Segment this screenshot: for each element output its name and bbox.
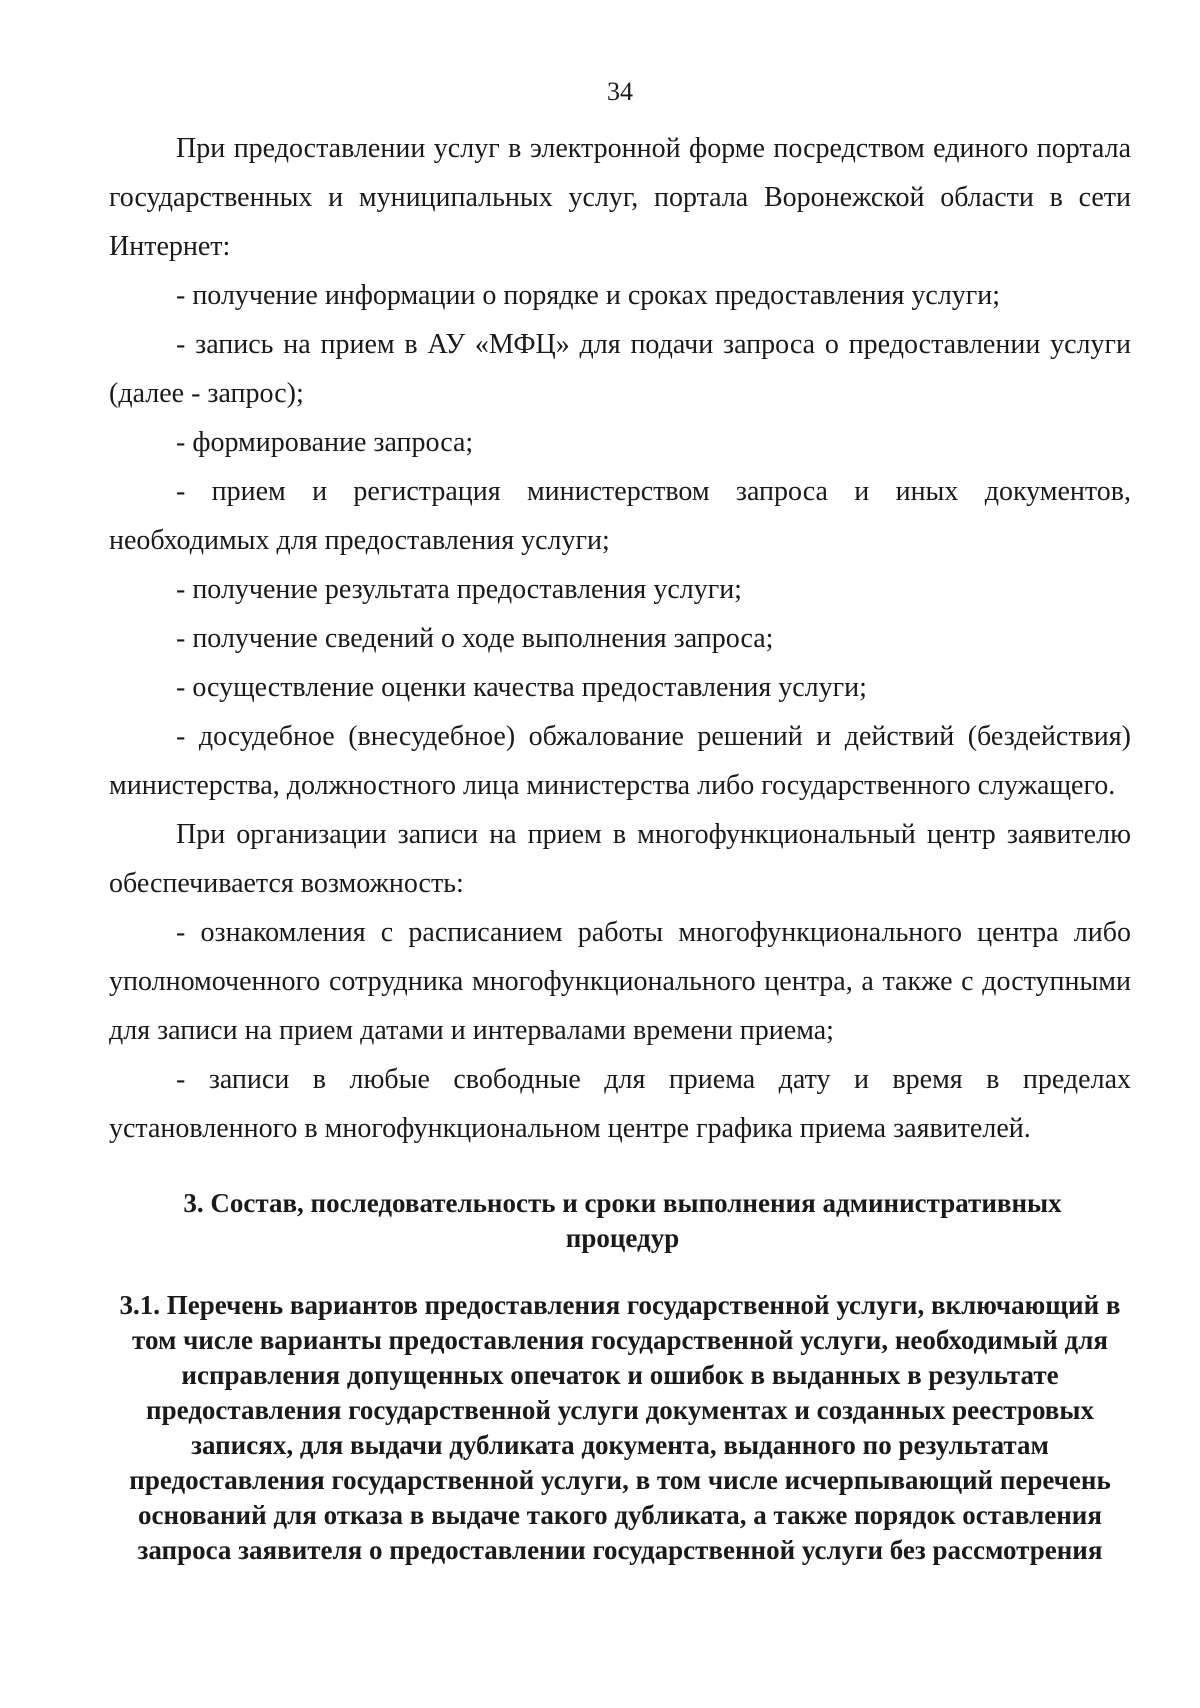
list-item-registration: - прием и регистрация министерством запроса и иных документов, необходимых для предоставления услуги; [109, 476, 1131, 556]
list-item-info-request: - получение информации о порядке и сроках предоставления услуги; [176, 280, 1001, 311]
paragraph-appointment-intro: При организации записи на прием в многофункциональный центр заявителю обеспечивается возможность: [109, 819, 1131, 899]
list-item-request-status: - получение сведений о ходе выполнения запроса; [176, 623, 774, 654]
section-heading: 3. Состав, последовательность и сроки выполнения административных процедур [183, 1188, 1062, 1253]
list-item-get-result: - получение результата предоставления услуги; [176, 574, 742, 605]
list-item-appeal: - досудебное (внесудебное) обжалование решений и действий (бездействия) министерства, должностного лица министерства либо государственного служащего. [109, 721, 1131, 801]
list-item-appointment: - запись на прием в АУ «МФЦ» для подачи запроса о предоставлении услуги (далее - запрос); [109, 329, 1131, 409]
list-item-schedule: - ознакомления с расписанием работы многофункционального центра либо уполномоченного сотрудника многофункционального центра, а также с доступными для записи на прием датами и интервалами времени приема; [109, 917, 1131, 1046]
body-text [109, 124, 1131, 1153]
paragraph-electronic-services-intro: При предоставлении услуг в электронной форме посредством единого портала государственных и муниципальных услуг, портала Воронежской области в сети Интернет: [109, 133, 1131, 262]
list-item-form-request: - формирование запроса; [176, 427, 474, 458]
list-item-book-slot: - записи в любые свободные для приема дату и время в пределах установленного в многофункциональном центре графика приема заявителей. [109, 1064, 1131, 1144]
list-item-quality-assessment: - осуществление оценки качества предоставления услуги; [176, 672, 867, 703]
subsection-heading: 3.1. Перечень вариантов предоставления государственной услуги, включающий в том числе варианты предоставления государственной услуги, необходимый для исправления допущенных опечаток и ошибок в выданных в результате предоставления государственной услуги документах и созданных реестровых записях, для выдачи дубликата документа, выданного по результатам предоставления государственной услуги, в том числе исчерпывающий перечень оснований для отказа в выдаче такого дубликата, а также порядок оставления запроса заявителя о предоставлении государственной услуги без рассмотрения [119, 1290, 1121, 1565]
page-number: 34 [607, 77, 633, 106]
